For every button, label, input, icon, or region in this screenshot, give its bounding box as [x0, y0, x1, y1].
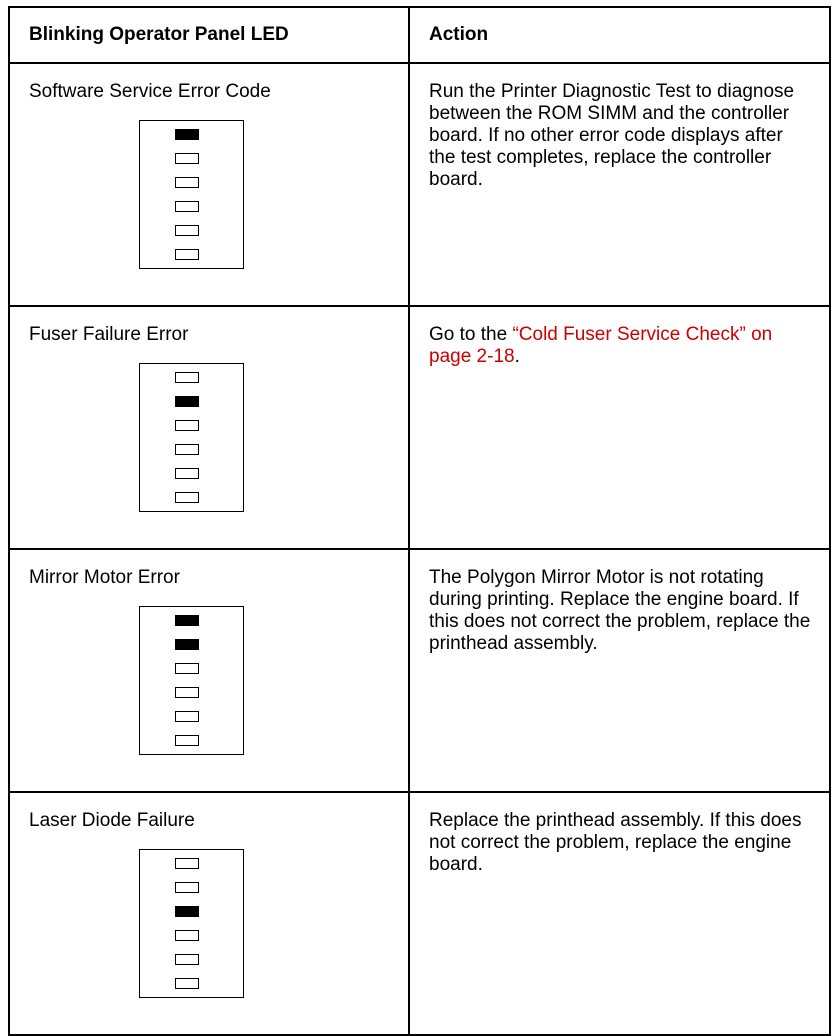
- action-body: Replace the printhead assembly. If this does not correct the problem, replace the engine board.: [429, 810, 802, 875]
- led-indicator-off: [175, 153, 199, 164]
- led-indicator-off: [175, 372, 199, 383]
- led-indicator-off: [175, 711, 199, 722]
- error-name: Laser Diode Failure: [29, 810, 195, 831]
- action-suffix: .: [514, 346, 520, 367]
- led-cell: [9, 792, 409, 1035]
- action-text: [410, 793, 829, 876]
- header-action-label: Action: [429, 24, 489, 45]
- led-indicator-on: [175, 129, 199, 140]
- table-row: [9, 306, 830, 549]
- action-cell: [409, 549, 830, 792]
- led-cell: [9, 63, 409, 306]
- led-indicator-off: [175, 468, 199, 479]
- led-panel: [139, 120, 244, 269]
- action-text: [410, 550, 829, 655]
- error-name: Fuser Failure Error: [29, 324, 189, 345]
- action-body: Run the Printer Diagnostic Test to diagnose between the ROM SIMM and the controller board. If no other error code displays after the test completes, replace the controller board.: [429, 81, 795, 190]
- led-indicator-off: [175, 420, 199, 431]
- led-indicator-off: [175, 978, 199, 989]
- header-led-label: Blinking Operator Panel LED: [29, 24, 289, 45]
- led-indicator-on: [175, 906, 199, 917]
- action-prefix: Go to the: [429, 324, 513, 345]
- led-indicator-off: [175, 225, 199, 236]
- led-indicator-off: [175, 687, 199, 698]
- led-indicator-off: [175, 882, 199, 893]
- action-text: [410, 307, 829, 368]
- led-indicator-off: [175, 954, 199, 965]
- action-text: [410, 64, 829, 191]
- led-indicator-off: [175, 492, 199, 503]
- led-indicator-on: [175, 615, 199, 626]
- led-indicator-off: [175, 858, 199, 869]
- led-indicator-off: [175, 930, 199, 941]
- cold-fuser-service-check-link[interactable]: “Cold Fuser Service Check” on page 2-18: [429, 324, 773, 367]
- table-row: [9, 63, 830, 306]
- led-indicator-off: [175, 249, 199, 260]
- led-panel: [139, 606, 244, 755]
- table-row: [9, 549, 830, 792]
- header-led: [9, 7, 409, 63]
- led-indicator-off: [175, 177, 199, 188]
- led-indicator-off: [175, 201, 199, 212]
- led-error-table: [8, 6, 831, 1036]
- led-indicator-on: [175, 396, 199, 407]
- led-indicator-off: [175, 444, 199, 455]
- action-cell: [409, 63, 830, 306]
- action-cell: [409, 792, 830, 1035]
- action-cell: [409, 306, 830, 549]
- led-panel: [139, 849, 244, 998]
- led-indicator-on: [175, 639, 199, 650]
- table-row: [9, 792, 830, 1035]
- action-body: The Polygon Mirror Motor is not rotating during printing. Replace the engine board. If this does not correct the problem, replace the printhead assembly.: [429, 567, 811, 654]
- table-header-row: [9, 7, 830, 63]
- header-action: [409, 7, 830, 63]
- error-name: Software Service Error Code: [29, 81, 271, 102]
- error-name: Mirror Motor Error: [29, 567, 180, 588]
- led-indicator-off: [175, 735, 199, 746]
- led-indicator-off: [175, 663, 199, 674]
- led-cell: [9, 306, 409, 549]
- led-panel: [139, 363, 244, 512]
- led-cell: [9, 549, 409, 792]
